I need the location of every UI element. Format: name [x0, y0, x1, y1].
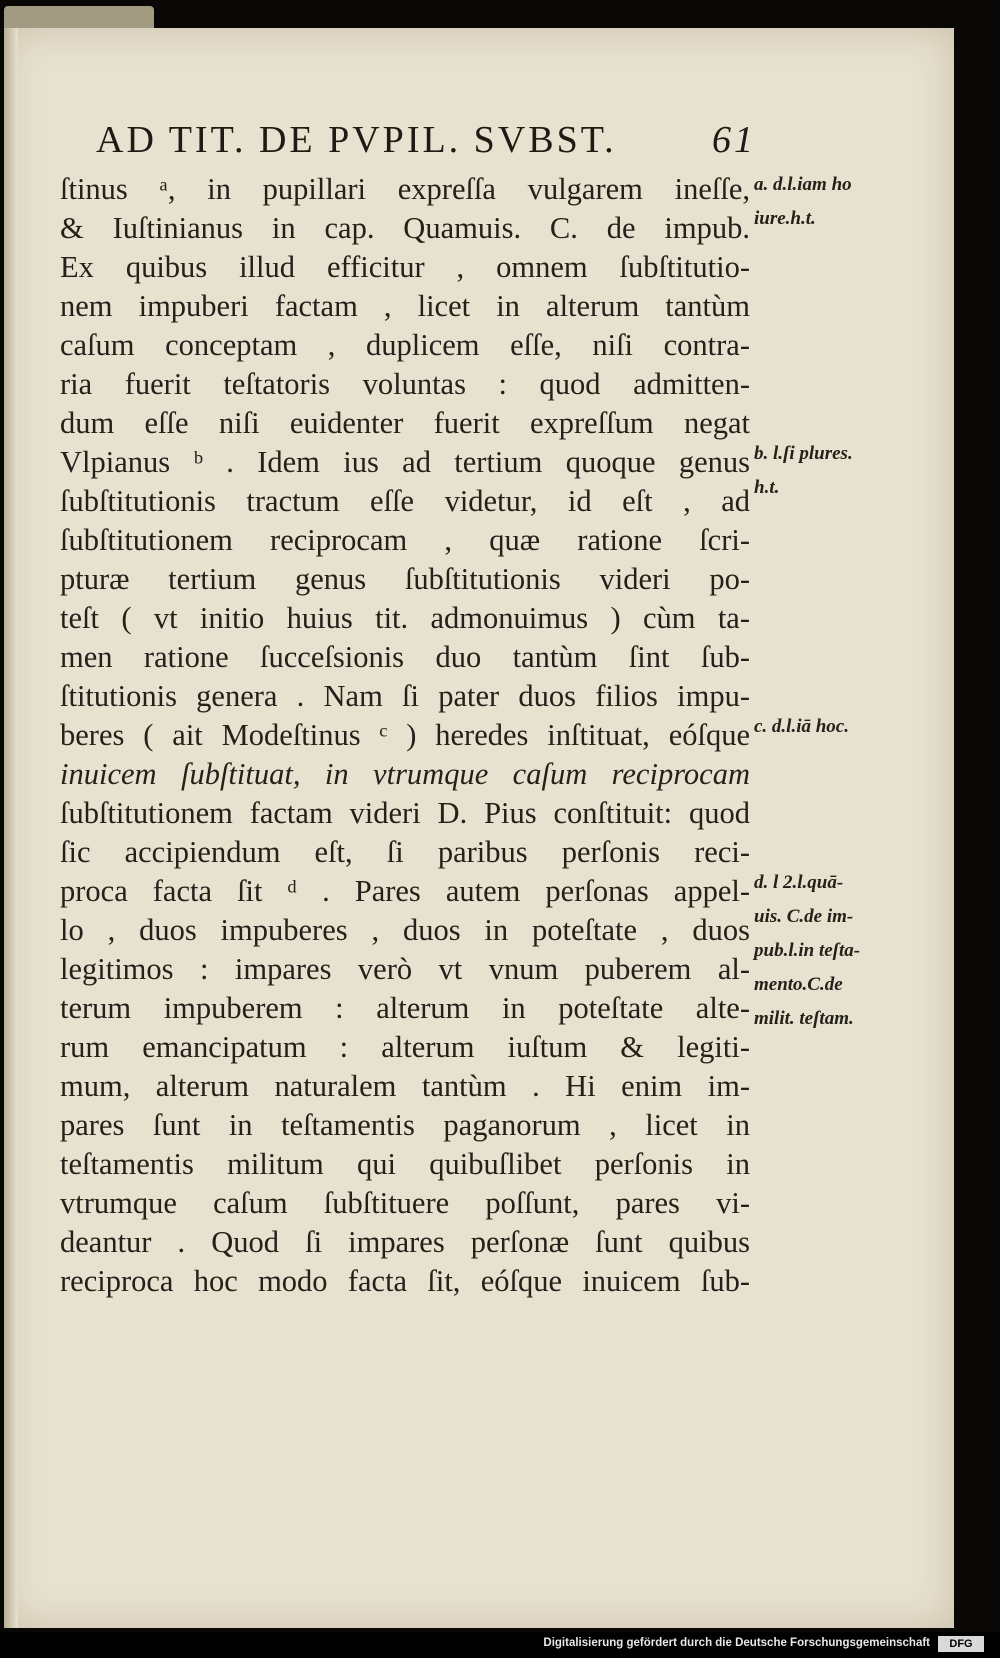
dfg-logo: DFG: [938, 1636, 984, 1652]
text-line: teſt ( vt initio huius tit. admonuimus ) cùm ta-: [60, 601, 750, 635]
text-line: ſtinus ᵃ, in pupillari expreſſa vulgarem ineſſe,: [60, 172, 750, 206]
text-line: deantur . Quod ſi impares perſonæ ſunt quibus: [60, 1225, 750, 1259]
text-line: ſubſtitutionis tractum eſſe videtur, id eſt , ad: [60, 484, 750, 518]
marginal-note-line: mento.C.de: [754, 974, 843, 995]
marginal-note-line: a. d.l.iam ho: [754, 174, 852, 195]
marginal-note-line: d. l 2.l.quā-: [754, 872, 844, 893]
text-line: inuicem ſubſtituat, in vtrumque caſum reciprocam: [60, 757, 750, 791]
running-header: [96, 118, 756, 168]
text-line: proca facta ſit ᵈ . Pares autem perſonas appel-: [60, 874, 750, 908]
marginal-note-line: uis. C.de im-: [754, 906, 854, 927]
funding-credit: Digitalisierung gefördert durch die Deutsche Forschungsgemeinschaft: [543, 1637, 930, 1649]
text-line: dum eſſe niſi euidenter fuerit expreſſum negat: [60, 406, 750, 440]
marginal-note-c: [754, 710, 914, 744]
text-line: terum impuberem : alterum in poteſtate alte-: [60, 991, 750, 1025]
text-line: pares ſunt in teſtamentis paganorum , licet in: [60, 1108, 750, 1142]
text-line: beres ( ait Modeſtinus ᶜ ) heredes inſtituat, eóſque: [60, 718, 750, 752]
footer-bar: [0, 1632, 1000, 1658]
text-line: rum emancipatum : alterum iuſtum & legiti-: [60, 1030, 750, 1064]
marginal-note-d: [754, 866, 914, 1036]
text-line: ſubſtitutionem factam videri D. Pius conſtituit: quod: [60, 796, 750, 830]
text-line: ſubſtitutionem reciprocam , quæ ratione ſcri-: [60, 523, 750, 557]
text-line: vtrumque caſum ſubſtituere poſſunt, pares vi-: [60, 1186, 750, 1220]
text-line: ſic accipiendum eſt, ſi paribus perſonis reci-: [60, 835, 750, 869]
text-line: Ex quibus illud efficitur , omnem ſubſtitutio-: [60, 250, 750, 284]
text-line: men ratione ſucceſsionis duo tantùm ſint ſub-: [60, 640, 750, 674]
text-line: teſtamentis militum qui quibuſlibet perſonis in: [60, 1147, 750, 1181]
marginal-note-line: milit. teſtam.: [754, 1008, 854, 1029]
text-line: caſum conceptam , duplicem eſſe, niſi contra-: [60, 328, 750, 362]
main-text: [60, 170, 750, 1301]
marginal-note-b: [754, 437, 914, 505]
running-title: AD TIT. DE PVPIL. SVBST.: [96, 119, 617, 161]
marginal-note-a: [754, 168, 914, 236]
page-fold: [4, 28, 18, 1628]
text-line: & Iuſtinianus in cap. Quamuis. C. de impub.: [60, 211, 750, 245]
text-line: mum, alterum naturalem tantùm . Hi enim im-: [60, 1069, 750, 1103]
marginal-note-line: c. d.l.iā hoc.: [754, 716, 849, 737]
text-line: ſtitutionis genera . Nam ſi pater duos filios impu-: [60, 679, 750, 713]
text-line: legitimos : impares verò vt vnum puberem al-: [60, 952, 750, 986]
text-line: reciproca hoc modo facta ſit, eóſque inuicem ſub-: [60, 1264, 750, 1298]
text-line: lo , duos impuberes , duos in poteſtate , duos: [60, 913, 750, 947]
text-line: Vlpianus ᵇ . Idem ius ad tertium quoque genus: [60, 445, 750, 479]
text-line: pturæ tertium genus ſubſtitutionis videri po-: [60, 562, 750, 596]
text-line: ria fuerit teſtatoris voluntas : quod admitten-: [60, 367, 750, 401]
marginal-note-line: pub.l.in teſta-: [754, 940, 861, 961]
page-number: 61: [712, 119, 756, 161]
marginal-note-line: h.t.: [754, 477, 780, 498]
marginal-note-line: iure.h.t.: [754, 208, 816, 229]
marginal-note-line: b. l.ſi plures.: [754, 443, 853, 464]
text-line: nem impuberi factam , licet in alterum tantùm: [60, 289, 750, 323]
